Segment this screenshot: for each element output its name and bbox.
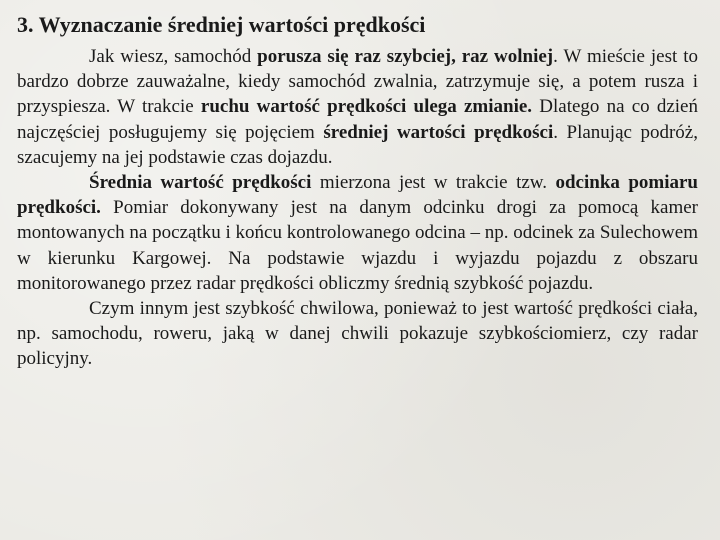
paragraph-3 xyxy=(17,296,698,372)
paragraph-1-segment: Dlatego na co dzień najczęściej posługujemy się pojęciem xyxy=(17,96,698,143)
slide-title: 3. Wyznaczanie średniej wartości prędkości xyxy=(17,12,426,37)
slide-body xyxy=(17,44,698,372)
paragraph-1-bold-segment: ruchu wartość prędkości ulega zmianie. xyxy=(200,96,533,118)
paragraph-1 xyxy=(17,44,698,170)
paragraph-1-bold-segment: porusza się raz szybciej, raz wolniej xyxy=(257,46,554,67)
paragraph-1-segment: . W mieście jest to bardzo dobrze zauważalne, kiedy samochód zwalnia, zatrzymuje się, a potem rusza i przyspiesza. W trakcie xyxy=(17,46,698,118)
paragraph-2-bold-segment: Średnia wartość prędkości xyxy=(89,172,312,194)
paragraph-1-segment: . Planując podróż, szacujemy na jej podstawie czas dojazdu. xyxy=(17,121,698,168)
paragraph-1-segment: Jak wiesz, samochód xyxy=(89,46,258,67)
paragraph-1-bold-segment: średniej wartości prędkości xyxy=(323,121,554,143)
paragraph-3-segment: Czym innym jest szybkość chwilowa, ponieważ to jest wartość prędkości ciała, np. samochodu, roweru, jaką w danej chwili pokazuje szybkościomierz, czy radar policyjny. xyxy=(17,298,698,370)
paragraph-2-segment: mierzona jest w trakcie tzw. xyxy=(311,172,556,194)
paragraph-2-segment: Pomiar dokonywany jest na danym odcinku drogi za pomocą kamer montowanych na początku i końcu kontrolowanego odcina – np. odcinek za Sulechowem w kierunku Kargowej. Na podstawie wjazdu i wyjazdu pojazdu z obszaru monitorowanego przez radar prędkości obliczmy średnią szybkość pojazdu. xyxy=(17,197,698,294)
paragraph-2 xyxy=(17,170,698,296)
paragraph-2-bold-segment: odcinka pomiaru prędkości. xyxy=(17,172,698,219)
